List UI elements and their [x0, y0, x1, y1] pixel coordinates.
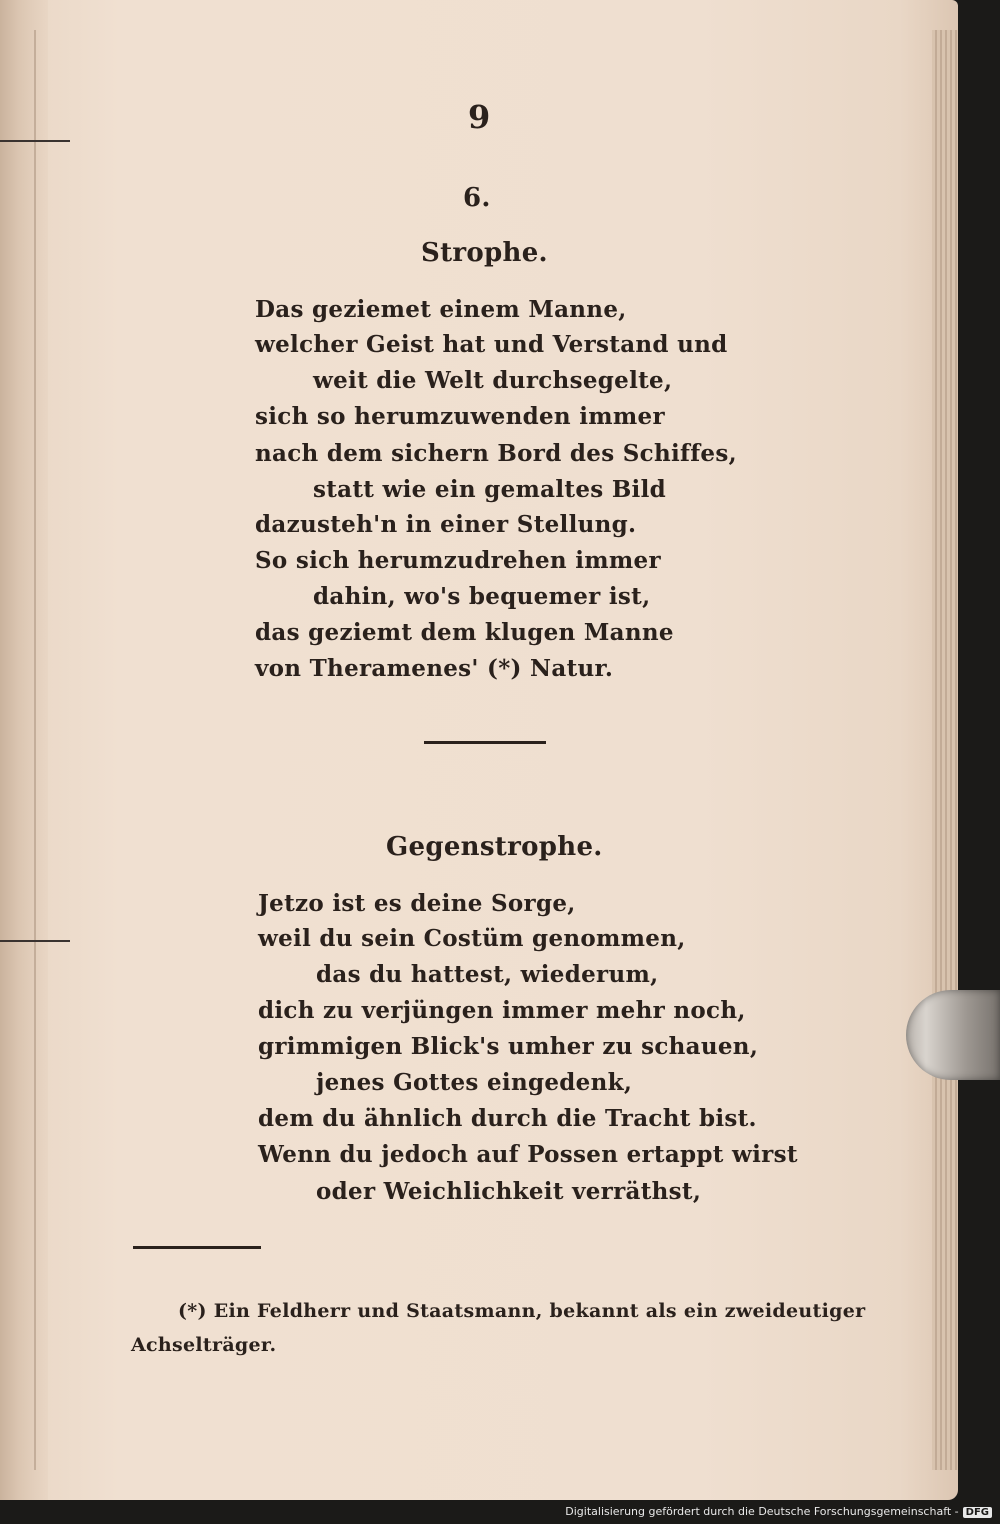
footnote-text: Achselträger. — [131, 1334, 277, 1356]
page-gutter-shadow — [0, 0, 48, 1500]
verse-line: Wenn du jedoch auf Possen ertappt wirst — [258, 1141, 798, 1168]
verse-line: jenes Gottes eingedenk, — [316, 1069, 633, 1096]
verse-line: dahin, wo's bequemer ist, — [313, 583, 651, 610]
verse-line: welcher Geist hat und Verstand und — [255, 331, 728, 358]
verse-line: nach dem sichern Bord des Schiffes, — [255, 440, 737, 467]
verse-line: sich so herumzuwenden immer — [255, 403, 665, 430]
page-fold-line — [34, 30, 36, 1470]
binding-thread — [0, 940, 70, 942]
verse-line: weil du sein Costüm genommen, — [258, 925, 686, 952]
verse-line: weit die Welt durchsegelte, — [313, 367, 673, 394]
credit-text: Digitalisierung gefördert durch die Deutsche Forschungsgemeinschaft - — [565, 1505, 959, 1518]
page-clip — [906, 990, 1000, 1080]
verse-line: dem du ähnlich durch die Tracht bist. — [258, 1105, 757, 1132]
footnote-rule — [133, 1246, 261, 1249]
strophe-heading: Strophe. — [421, 238, 548, 268]
dfg-logo-icon: DFG — [963, 1507, 992, 1518]
verse-line: Das geziemet einem Manne, — [255, 296, 627, 323]
page-number: 9 — [468, 98, 491, 136]
page-edges — [932, 30, 958, 1470]
section-divider — [424, 741, 546, 744]
footnote-text: (*) Ein Feldherr und Staatsmann, bekannt als ein zweideutiger — [178, 1300, 866, 1322]
verse-line: oder Weichlichkeit verräthst, — [316, 1178, 702, 1205]
verse-line: dich zu verjüngen immer mehr noch, — [258, 997, 746, 1024]
verse-line: statt wie ein gemaltes Bild — [313, 476, 667, 503]
verse-line: grimmigen Blick's umher zu schauen, — [258, 1033, 759, 1060]
gegenstrophe-heading: Gegenstrophe. — [386, 832, 603, 862]
verse-line: das geziemt dem klugen Manne — [255, 619, 674, 646]
verse-line: dazusteh'n in einer Stellung. — [255, 511, 637, 538]
verse-line: Jetzo ist es deine Sorge, — [258, 890, 576, 917]
verse-line: von Theramenes' (*) Natur. — [255, 655, 614, 682]
digitization-credit — [565, 1505, 992, 1518]
section-number: 6. — [463, 183, 491, 213]
verse-line: So sich herumzudrehen immer — [255, 547, 661, 574]
verse-line: das du hattest, wiederum, — [316, 961, 659, 988]
binding-thread — [0, 140, 70, 142]
